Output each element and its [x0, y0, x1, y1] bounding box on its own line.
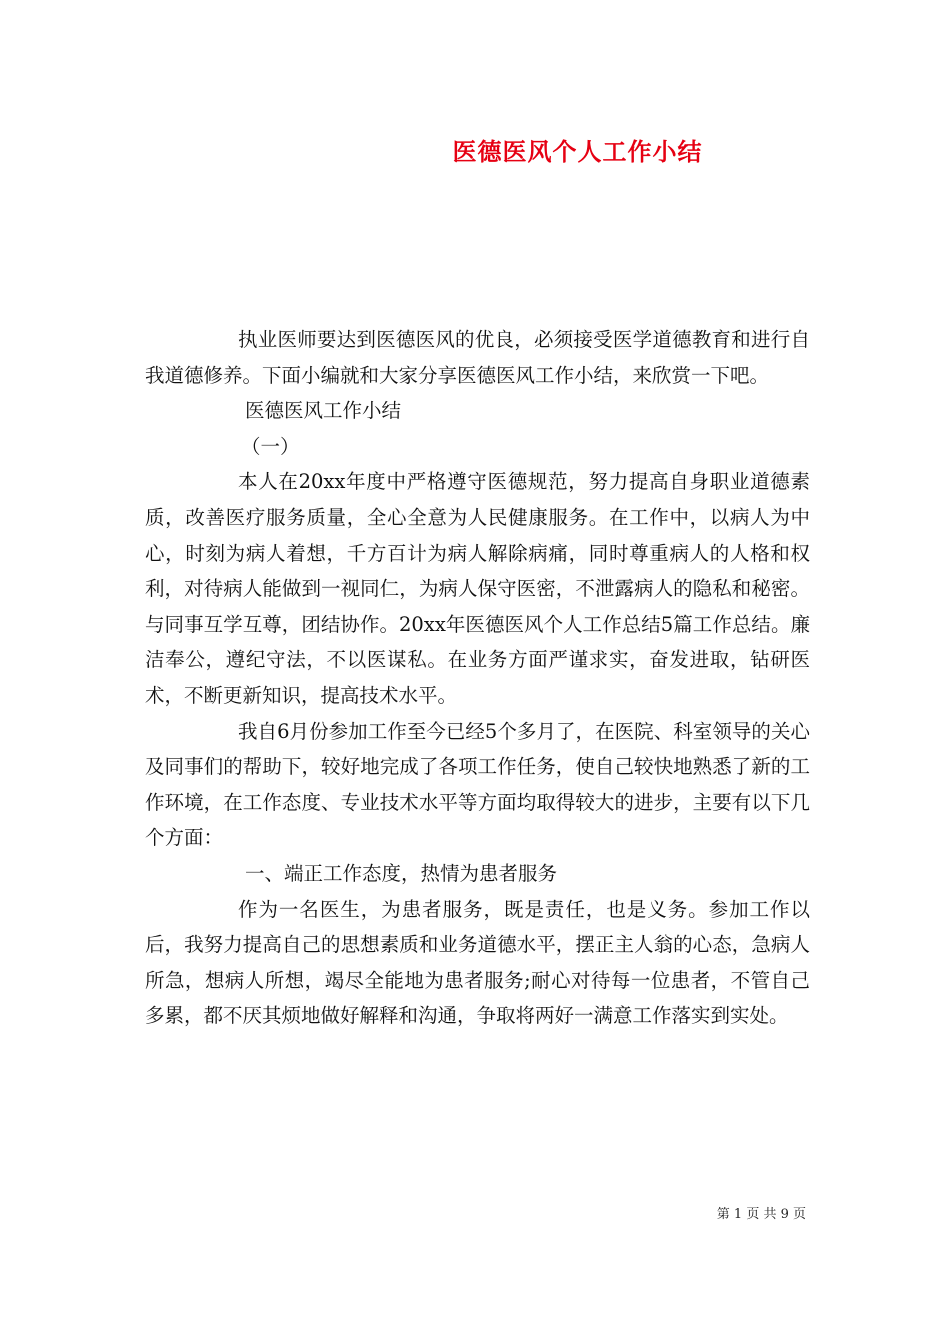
document-body	[145, 322, 810, 1034]
section-heading-1: 一、端正工作态度，热情为患者服务	[245, 861, 558, 885]
section-marker: （一）	[241, 434, 300, 458]
subtitle: 医德医风工作小结	[245, 399, 402, 423]
paragraph-2: 我自6月份参加工作至今已经5个多月了，在医院、科室领导的关心及同事们的帮助下，较好地完成了各项工作任务，使自己较快地熟悉了新的工作环境，在工作态度、专业技术水平等方面均取得较大的进步，主要有以下几个方面：	[145, 719, 810, 850]
paragraph-1: 本人在20xx年度中严格遵守医德规范，努力提高自身职业道德素质，改善医疗服务质量，全心全意为人民健康服务。在工作中，以病人为中心，时刻为病人着想，千方百计为病人解除病痛，同时尊重病人的人格和权利，对待病人能做到一视同仁，为病人保守医密，不泄露病人的隐私和秘密。与同事互学互尊，团结协作。20xx年医德医风个人工作总结5篇工作总结。廉洁奉公，遵纪守法，不以医谋私。在业务方面严谨求实，奋发进取，钻研医术，不断更新知识，提高技术水平。	[145, 470, 810, 707]
intro-paragraph: 执业医师要达到医德医风的优良，必须接受医学道德教育和进行自我道德修养。下面小编就和大家分享医德医风工作小结，来欣赏一下吧。	[145, 328, 810, 387]
document-title: 医德医风个人工作小结	[452, 137, 703, 166]
page-number: 第 1 页 共 9 页	[716, 1207, 806, 1222]
paragraph-3: 作为一名医生，为患者服务，既是责任，也是义务。参加工作以后，我努力提高自己的思想素质和业务道德水平，摆正主人翁的心态，急病人所急，想病人所想，竭尽全能地为患者服务;耐心对待每一位患者，不管自己多累，都不厌其烦地做好解释和沟通，争取将两好一满意工作落实到实处。	[145, 897, 810, 1028]
